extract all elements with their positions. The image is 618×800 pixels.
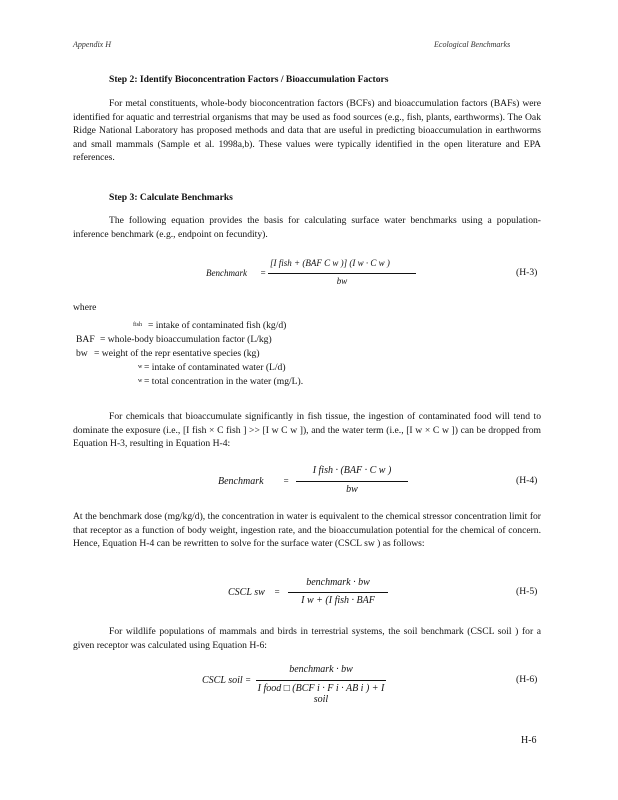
eq3-fraction-bar [268, 273, 416, 274]
eq4-numerator: I fish · (BAF · C w ) [312, 465, 392, 476]
eq4-number: (H-4) [516, 475, 538, 486]
def-iw-symbol: w [138, 364, 143, 370]
def-cw-symbol: w [138, 378, 143, 384]
page-number: H-6 [521, 735, 537, 746]
running-header-left: Appendix H [73, 40, 111, 49]
eq4-equals: = [283, 476, 290, 486]
benchmark-dose-paragraph: At the benchmark dose (mg/kg/d), the concentration in water is equivalent to the chemical stressor concentration limit for that receptor as a function of body weight, ingestion rate, and the bioaccumulation potential for the chemical of concern. Hence, Equation H-4 can be rewritten to solve for the surface water (CSCL sw ) as follows: [73, 511, 541, 549]
soil-benchmark-paragraph: For wildlife populations of mammals and birds in terrestrial systems, the soil benchmark (CSCL soil ) for a given receptor was calculated using Equation H-6: [73, 626, 541, 651]
eq6-fraction-bar [256, 680, 386, 681]
def-bw-text: = weight of the repr esentative species (kg) [94, 348, 260, 359]
eq5-denominator: I w + (I fish · BAF [301, 595, 375, 606]
where-label: where [73, 302, 97, 313]
eq6-denominator: I food □ (BCF i · F i · AB i ) + I soil [257, 683, 385, 705]
eq4-fraction-bar [296, 481, 408, 482]
eq4-lhs: Benchmark [218, 476, 264, 487]
step3-paragraph: The following equation provides the basis for calculating surface water benchmarks using a population-inference benchmark (e.g., endpoint on fecundity). [73, 215, 541, 240]
def-cw-text: = total concentration in the water (mg/L). [144, 376, 304, 387]
running-header-right: Ecological Benchmarks [434, 40, 511, 49]
eq3-number: (H-3) [516, 267, 538, 278]
eq5-numerator: benchmark · bw [306, 577, 370, 588]
step2-paragraph: For metal constituents, whole-body bioconcentration factors (BCFs) and bioaccumulation factors (BAFs) were identified for aquatic and terrestrial organisms that may be used as food sources (e.g., fish, plants, earthworms). The Oak Ridge National Laboratory has proposed methods and data that are useful in predicting bioaccumulation in earthworms and small mammals (Sample et al. 1998a,b). These values were typically identified in the open literature and EPA references. [73, 98, 541, 163]
eq5-lhs: CSCL sw [228, 587, 265, 598]
def-baf-text: = whole-body bioaccumulation factor (L/kg) [100, 334, 272, 345]
eq5-equals: = [274, 587, 281, 597]
def-fish-symbol: fish [133, 322, 142, 328]
eq3-denominator: bw [336, 276, 348, 286]
step3-heading: Step 3: Calculate Benchmarks [109, 192, 233, 203]
bioaccumulation-paragraph: For chemicals that bioaccumulate significantly in fish tissue, the ingestion of contaminated food will tend to dominate the exposure (i.e., [I fish × C fish ] >> [I w C w ]), and the water term (i.e., [I w × C w ]) can be dropped from Equation H-3, resulting in Equation H-4: [73, 411, 541, 449]
eq6-numerator: benchmark · bw [289, 664, 353, 675]
def-bw-symbol: bw [76, 348, 88, 359]
eq3-equals: = [260, 268, 267, 278]
eq6-number: (H-6) [516, 674, 538, 685]
eq3-lhs: Benchmark [206, 268, 247, 278]
eq5-number: (H-5) [516, 586, 538, 597]
step2-heading: Step 2: Identify Bioconcentration Factors / Bioaccumulation Factors [109, 74, 389, 85]
eq3-numerator: [I fish + (BAF C w )] (I w · C w ) [270, 258, 390, 268]
eq6-lhs: CSCL soil [202, 675, 243, 686]
eq4-denominator: bw [346, 484, 358, 495]
def-iw-text: = intake of contaminated water (L/d) [144, 362, 286, 373]
eq5-fraction-bar [288, 592, 388, 593]
eq6-equals: = [245, 675, 252, 685]
def-baf-symbol: BAF [76, 334, 95, 345]
def-fish-text: = intake of contaminated fish (kg/d) [148, 320, 287, 331]
